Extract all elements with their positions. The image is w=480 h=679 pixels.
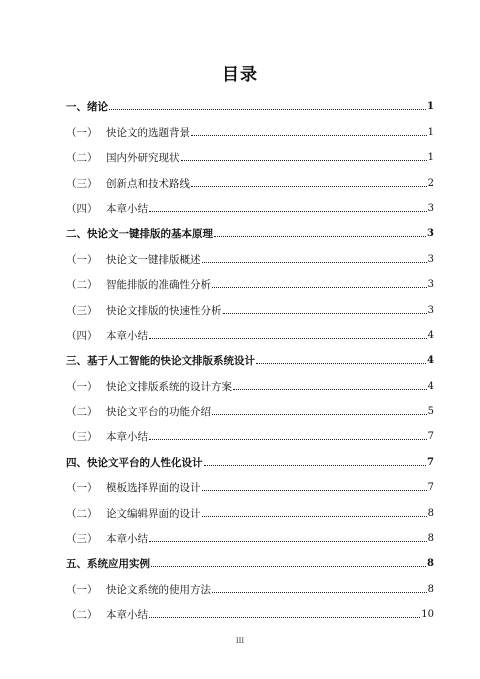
dot-leader <box>151 566 426 567</box>
toc-entry-label <box>66 457 203 469</box>
toc-entry-text: 本章小结 <box>106 431 148 444</box>
toc-entry-text: 快论文平台的功能介绍 <box>106 406 211 419</box>
toc-entry-label <box>66 533 148 545</box>
toc-entry-text: 创新点和技术路线 <box>106 177 190 190</box>
toc-entry-page: 3 <box>427 228 434 240</box>
toc-section-entry <box>66 469 434 494</box>
toc-section-entry <box>66 367 434 392</box>
toc-entry-text: 快论文一键排版概述 <box>106 253 201 266</box>
toc-chapter-entry <box>66 342 434 367</box>
toc-section-entry <box>66 139 434 164</box>
toc-entry-number: （二） <box>66 152 98 165</box>
toc-entry-page: 3 <box>427 304 434 316</box>
dot-leader <box>149 439 427 440</box>
dot-leader <box>204 465 427 466</box>
toc-entry-label <box>66 406 211 418</box>
toc-entry-page: 3 <box>427 253 434 265</box>
toc-entry-label <box>66 609 148 621</box>
toc-entry-number: （三） <box>66 533 98 546</box>
toc-entry-page: 2 <box>427 177 434 189</box>
dot-leader <box>109 109 426 110</box>
toc-entry-text: 快论文一键排版的基本原理 <box>87 228 213 241</box>
toc-section-entry <box>66 418 434 443</box>
toc-entry-text: 模板选择界面的设计 <box>106 482 201 495</box>
toc-entry-label <box>66 203 148 215</box>
dot-leader <box>149 617 420 618</box>
toc-entry-label <box>66 330 148 342</box>
toc-entry-page: 1 <box>427 152 434 164</box>
toc-entry-label <box>66 279 211 291</box>
toc-entry-text: 本章小结 <box>106 609 148 622</box>
toc-entry-text: 快论文排版的快速性分析 <box>106 304 222 317</box>
toc-entry-number: （二） <box>66 507 98 520</box>
dot-leader <box>212 287 427 288</box>
toc-entry-text: 系统应用实例 <box>87 558 150 571</box>
toc-entry-number: （一） <box>66 126 98 139</box>
dot-leader <box>212 414 427 415</box>
toc-entry-text: 绪论 <box>87 101 108 114</box>
dot-leader <box>202 516 427 517</box>
toc-entry-number: （三） <box>66 304 98 317</box>
toc-entry-page: 10 <box>421 609 434 621</box>
dot-leader <box>256 363 426 364</box>
toc-section-entry <box>66 494 434 519</box>
toc-entry-number: 四、 <box>66 456 87 469</box>
toc-entry-label <box>66 584 211 596</box>
toc-section-entry <box>66 596 434 621</box>
toc-entry-number: （一） <box>66 380 98 393</box>
toc-entry-page: 7 <box>427 482 434 494</box>
toc-entry-label <box>66 178 190 190</box>
page-number: III <box>235 637 245 645</box>
toc-section-entry <box>66 317 434 342</box>
dot-leader <box>214 236 426 237</box>
toc-section-entry <box>66 164 434 189</box>
toc-entry-number: （一） <box>66 583 98 596</box>
toc-entry-page: 8 <box>427 558 434 570</box>
table-of-contents <box>66 88 434 621</box>
toc-entry-number: （二） <box>66 609 98 622</box>
dot-leader <box>202 490 427 491</box>
toc-entry-label <box>66 152 180 164</box>
toc-entry-page: 7 <box>427 456 434 468</box>
toc-entry-text: 本章小结 <box>106 202 148 215</box>
toc-entry-text: 智能排版的准确性分析 <box>106 279 211 292</box>
dot-leader <box>202 262 427 263</box>
toc-entry-number: （一） <box>66 482 98 495</box>
toc-entry-page: 3 <box>427 202 434 214</box>
toc-section-entry <box>66 291 434 316</box>
toc-section-entry <box>66 393 434 418</box>
toc-entry-page: 8 <box>427 507 434 519</box>
toc-entry-text: 快论文系统的使用方法 <box>106 583 211 596</box>
toc-section-entry <box>66 520 434 545</box>
toc-entry-text: 论文编辑界面的设计 <box>106 507 201 520</box>
toc-entry-text: 国内外研究现状 <box>106 152 180 165</box>
toc-entry-page: 4 <box>427 329 434 341</box>
dot-leader <box>233 389 427 390</box>
page-title: 目录 <box>222 65 258 85</box>
toc-entry-number: 二、 <box>66 228 87 241</box>
toc-entry-text: 快论文平台的人性化设计 <box>87 456 203 469</box>
toc-section-entry <box>66 266 434 291</box>
toc-entry-text: 基于人工智能的快论文排版系统设计 <box>87 355 255 368</box>
toc-entry-page: 5 <box>427 406 434 418</box>
toc-entry-number: （二） <box>66 406 98 419</box>
toc-entry-label <box>66 482 201 494</box>
toc-entry-number: （四） <box>66 329 98 342</box>
toc-entry-label <box>66 305 222 317</box>
dot-leader <box>149 338 427 339</box>
toc-entry-page: 7 <box>427 431 434 443</box>
dot-leader <box>223 313 427 314</box>
toc-entry-page: 8 <box>427 583 434 595</box>
toc-entry-page: 4 <box>427 380 434 392</box>
toc-entry-label <box>66 431 148 443</box>
toc-entry-number: （四） <box>66 202 98 215</box>
toc-section-entry <box>66 190 434 215</box>
toc-entry-label <box>66 228 213 240</box>
toc-section-entry <box>66 240 434 265</box>
toc-chapter-entry <box>66 215 434 240</box>
toc-entry-page: 4 <box>427 355 434 367</box>
toc-entry-label <box>66 355 255 367</box>
toc-entry-text: 快论文的选题背景 <box>106 126 190 139</box>
dot-leader <box>191 135 427 136</box>
dot-leader <box>181 160 427 161</box>
toc-section-entry <box>66 113 434 138</box>
toc-entry-label <box>66 508 201 520</box>
toc-entry-number: 一、 <box>66 101 87 114</box>
toc-entry-label <box>66 558 150 570</box>
toc-entry-label <box>66 101 108 113</box>
toc-entry-number: （二） <box>66 279 98 292</box>
dot-leader <box>149 541 427 542</box>
toc-entry-page: 1 <box>427 126 434 138</box>
toc-entry-page: 3 <box>427 279 434 291</box>
toc-entry-label <box>66 381 232 393</box>
toc-section-entry <box>66 570 434 595</box>
toc-entry-number: 三、 <box>66 355 87 368</box>
toc-entry-number: （三） <box>66 177 98 190</box>
dot-leader <box>191 186 427 187</box>
toc-entry-label <box>66 254 201 266</box>
toc-chapter-entry <box>66 545 434 570</box>
toc-entry-page: 8 <box>427 533 434 545</box>
toc-entry-number: （一） <box>66 253 98 266</box>
toc-entry-text: 快论文排版系统的设计方案 <box>106 380 232 393</box>
toc-entry-number: 五、 <box>66 558 87 571</box>
toc-entry-page: 1 <box>427 101 434 113</box>
toc-chapter-entry <box>66 88 434 113</box>
toc-entry-text: 本章小结 <box>106 329 148 342</box>
dot-leader <box>212 592 427 593</box>
toc-chapter-entry <box>66 443 434 468</box>
toc-entry-label <box>66 127 190 139</box>
toc-entry-number: （三） <box>66 431 98 444</box>
toc-entry-text: 本章小结 <box>106 533 148 546</box>
dot-leader <box>149 211 427 212</box>
